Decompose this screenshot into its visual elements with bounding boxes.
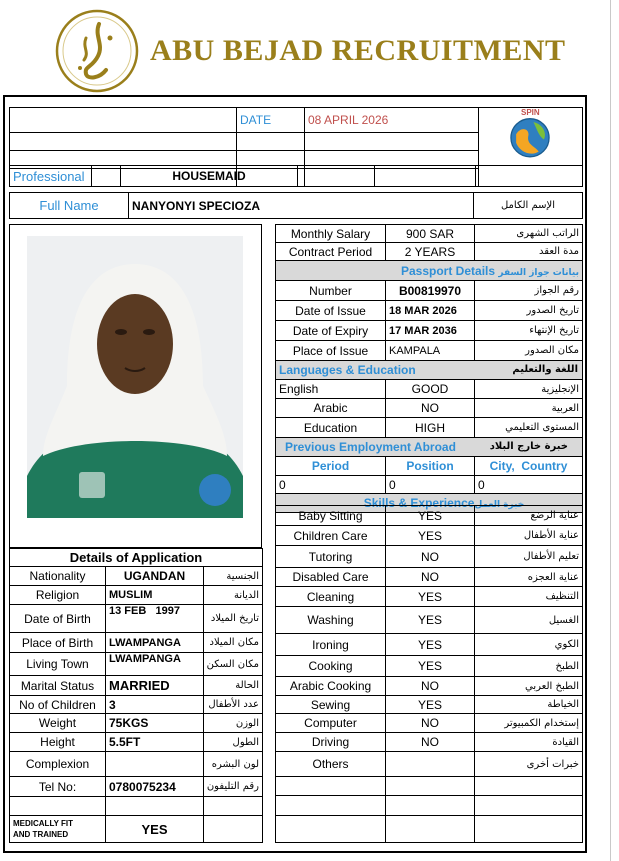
app-label: Place of Birth <box>10 633 106 653</box>
col-period: Period <box>276 457 386 476</box>
app-label-ar: مكان السكن <box>204 653 263 676</box>
skill-value: YES <box>386 656 475 677</box>
app-value <box>106 752 204 777</box>
col-city-country <box>475 457 583 476</box>
issue-date-label: Date of Issue <box>276 301 386 321</box>
skill-label-ar: الطبخ العربي <box>475 677 583 696</box>
app-value: LWAMPANGA <box>106 633 204 653</box>
skill-label-ar: الغسيل <box>475 607 583 634</box>
skill-value: NO <box>386 714 475 733</box>
skill-label-ar: التنظيف <box>475 587 583 607</box>
app-label: Date of Birth <box>10 605 106 633</box>
english-label-ar: الإنجليزية <box>475 380 583 399</box>
col-city: City, <box>489 459 515 473</box>
spin-logo-icon <box>504 110 556 162</box>
salary-label-ar: الراتب الشهرى <box>475 225 583 243</box>
arabic-value: NO <box>386 399 475 418</box>
app-value: UGANDAN <box>106 567 204 586</box>
skill-label-ar: إستخدام الكمبيوتر <box>475 714 583 733</box>
passport-number-label: Number <box>276 281 386 301</box>
expiry-date-value: 17 MAR 2036 <box>386 321 475 341</box>
medical-label <box>10 816 106 843</box>
profession-value: HOUSEMAID <box>121 166 298 187</box>
skill-value: NO <box>386 733 475 752</box>
skill-label-ar: الخياطة <box>475 696 583 714</box>
employment-position-value: 0 <box>386 476 475 494</box>
skill-label: Driving <box>276 733 386 752</box>
skills-header-en: Skills & Experience <box>363 496 475 510</box>
profession-label: Professional <box>10 166 92 187</box>
languages-section-header <box>276 361 583 380</box>
app-label-ar: رقم التليفون <box>204 777 263 797</box>
skills-header-ar: خبرة العمل <box>474 500 525 510</box>
skill-label-ar: عناية العجزه <box>475 568 583 587</box>
languages-header-en: Languages & Education <box>279 363 416 377</box>
app-label: Marital Status <box>10 676 106 696</box>
company-logo <box>54 8 140 94</box>
app-label: Nationality <box>10 567 106 586</box>
fullname-row <box>9 192 583 219</box>
employment-section-header <box>276 438 583 457</box>
app-value: 75KGS <box>106 714 204 733</box>
skill-label: Washing <box>276 607 386 634</box>
application-details-table <box>9 548 263 843</box>
arabic-label: Arabic <box>276 399 386 418</box>
skill-label: Sewing <box>276 696 386 714</box>
skill-label: Disabled Care <box>276 568 386 587</box>
contract-value: 2 YEARS <box>386 243 475 261</box>
contract-label: Contract Period <box>276 243 386 261</box>
skill-label: Baby Sitting <box>276 506 386 526</box>
skill-label: Others <box>276 752 386 777</box>
fullname-label: Full Name <box>10 193 129 219</box>
employment-city-value: 0 <box>475 476 583 494</box>
app-label-ar: الطول <box>204 733 263 752</box>
skill-label-ar: الكوي <box>475 634 583 656</box>
skill-label: Tutoring <box>276 546 386 568</box>
expiry-date-label: Date of Expiry <box>276 321 386 341</box>
profession-row <box>9 165 583 187</box>
skills-table <box>275 505 583 843</box>
app-label: Weight <box>10 714 106 733</box>
medical-value: YES <box>106 816 204 843</box>
app-value: 0780075234 <box>106 777 204 797</box>
issue-place-label-ar: مكان الصدور <box>475 341 583 361</box>
medical-label-line2: AND TRAINED <box>13 830 69 839</box>
right-info-table <box>275 224 583 513</box>
skill-value: NO <box>386 568 475 587</box>
col-position: Position <box>386 457 475 476</box>
app-label-ar: عدد الأطفال <box>204 696 263 714</box>
skill-value: YES <box>386 506 475 526</box>
app-label-ar: الحالة <box>204 676 263 696</box>
issue-date-value: 18 MAR 2026 <box>386 301 475 321</box>
skill-label-ar: القيادة <box>475 733 583 752</box>
applicant-photo-image <box>27 236 243 518</box>
salary-label: Monthly Salary <box>276 225 386 243</box>
page-edge <box>610 0 611 861</box>
skill-value: YES <box>386 607 475 634</box>
skill-label-ar: خبرات أخرى <box>475 752 583 777</box>
app-label: Tel No: <box>10 777 106 797</box>
skill-value: YES <box>386 587 475 607</box>
education-value: HIGH <box>386 418 475 438</box>
employment-header-en: Previous Employment Abroad <box>285 440 456 454</box>
languages-header-ar: اللغة والتعليم <box>512 364 578 375</box>
arabic-label-ar: العربية <box>475 399 583 418</box>
date-label: DATE <box>237 108 305 133</box>
english-value: GOOD <box>386 380 475 399</box>
english-label: English <box>276 380 386 399</box>
issue-place-label: Place of Issue <box>276 341 386 361</box>
education-label: Education <box>276 418 386 438</box>
medical-label-line1: MEDICALLY FIT <box>13 819 74 828</box>
skill-label-ar: الطبخ <box>475 656 583 677</box>
app-value: 5.5FT <box>106 733 204 752</box>
skill-label: Ironing <box>276 634 386 656</box>
skill-label: Arabic Cooking <box>276 677 386 696</box>
app-label-ar: لون البشره <box>204 752 263 777</box>
app-value: MUSLIM <box>106 586 204 605</box>
app-label-ar: تاريخ الميلاد <box>204 605 263 633</box>
issue-date-label-ar: تاريخ الصدور <box>475 301 583 321</box>
skill-value: NO <box>386 546 475 568</box>
app-label-ar: الجنسية <box>204 567 263 586</box>
education-label-ar: المستوى التعليمي <box>475 418 583 438</box>
applicant-photo <box>27 236 243 518</box>
employment-period-value: 0 <box>276 476 386 494</box>
issue-place-value: KAMPALA <box>386 341 475 361</box>
skill-label: Computer <box>276 714 386 733</box>
app-label: Religion <box>10 586 106 605</box>
app-label: No of Children <box>10 696 106 714</box>
passport-number-label-ar: رقم الجواز <box>475 281 583 301</box>
skill-value: YES <box>386 634 475 656</box>
app-label-ar: مكان الميلاد <box>204 633 263 653</box>
company-name: ABU BEJAD RECRUITMENT <box>150 34 566 67</box>
skill-value: YES <box>386 696 475 714</box>
app-label: Living Town <box>10 653 106 676</box>
skill-label-ar: عناية الرضع <box>475 506 583 526</box>
passport-header-ar: بيانات جواز السفر <box>498 267 579 278</box>
fullname-value: NANYONYI SPECIOZA <box>129 193 474 219</box>
contract-label-ar: مدة العقد <box>475 243 583 261</box>
skill-value: NO <box>386 677 475 696</box>
app-value: MARRIED <box>106 676 204 696</box>
col-country: Country <box>521 459 568 473</box>
skill-label: Cleaning <box>276 587 386 607</box>
passport-section-header <box>276 261 583 281</box>
passport-header-en: Passport Details <box>401 263 496 278</box>
app-label: Height <box>10 733 106 752</box>
employment-header-ar: خبرة خارج البلاد <box>489 441 568 452</box>
skill-label-ar: تعليم الأطفال <box>475 546 583 568</box>
salary-value: 900 SAR <box>386 225 475 243</box>
app-label-ar: الوزن <box>204 714 263 733</box>
skill-value <box>386 752 475 777</box>
app-label-ar: الديانة <box>204 586 263 605</box>
skill-value: YES <box>386 526 475 546</box>
date-value: 08 APRIL 2026 <box>305 108 479 133</box>
application-header: Details of Application <box>10 549 263 567</box>
skill-label-ar: عناية الأطفال <box>475 526 583 546</box>
app-value: LWAMPANGA <box>106 653 204 676</box>
fullname-label-ar: الإسم الكامل <box>474 193 583 219</box>
skill-label: Children Care <box>276 526 386 546</box>
app-value: 3 <box>106 696 204 714</box>
spin-logo-text: SPIN <box>521 108 540 117</box>
skill-label: Cooking <box>276 656 386 677</box>
app-value: 13 FEB 1997 <box>106 605 204 633</box>
app-label: Complexion <box>10 752 106 777</box>
passport-number-value: B00819970 <box>386 281 475 301</box>
expiry-date-label-ar: تاريخ الإنتهاء <box>475 321 583 341</box>
